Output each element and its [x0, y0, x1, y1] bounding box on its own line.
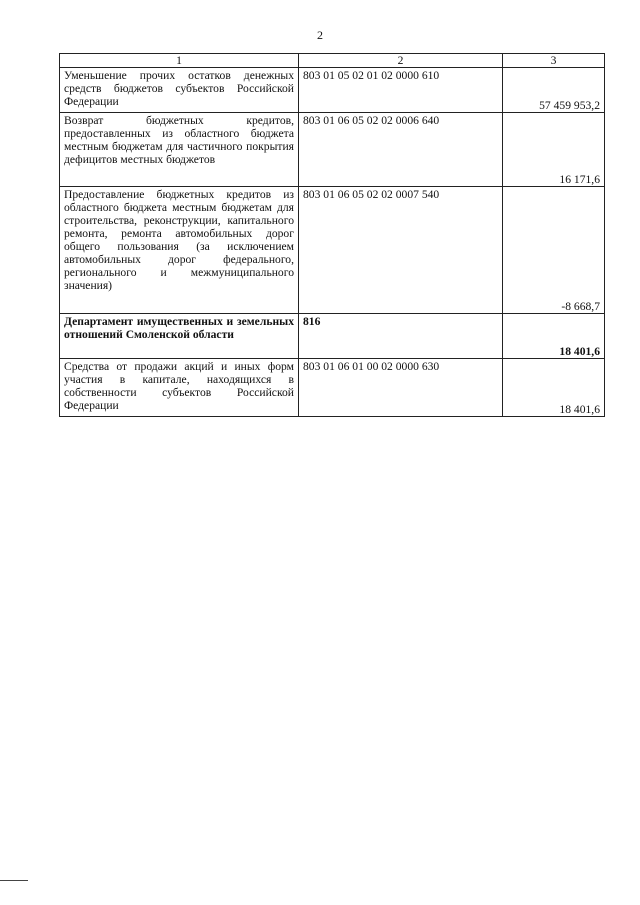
column-header-2: 2 [299, 54, 503, 68]
table-row [60, 359, 605, 417]
row-name: Возврат бюджетных кредитов, предоставленных из областного бюджета местным бюджетам для частичного покрытия дефицитов местных бюджетов [60, 113, 299, 187]
budget-sources-table [59, 53, 605, 417]
row-amount: 18 401,6 [503, 359, 605, 417]
table-header-row [60, 54, 605, 68]
row-amount: 57 459 953,2 [503, 68, 605, 113]
row-name: Средства от продажи акций и иных форм участия в капитале, находящихся в собственности субъектов Российской Федерации [60, 359, 299, 417]
column-header-3: 3 [503, 54, 605, 68]
row-name: Уменьшение прочих остатков денежных средств бюджетов субъектов Российской Федерации [60, 68, 299, 113]
row-code: 803 01 06 05 02 02 0007 540 [299, 187, 503, 314]
row-name: Предоставление бюджетных кредитов из областного бюджета местным бюджетам для строительства, реконструкции, капитального ремонта, ремонта автомобильных дорог общего пользования (за исключением автомобильных дорог федерального, регионального и межмуниципального значения) [60, 187, 299, 314]
page-number: 2 [317, 28, 323, 42]
column-header-1: 1 [60, 54, 299, 68]
scan-edge-line [0, 880, 28, 881]
row-code: 803 01 06 01 00 02 0000 630 [299, 359, 503, 417]
row-code: 816 [299, 314, 503, 359]
row-code: 803 01 05 02 01 02 0000 610 [299, 68, 503, 113]
table-row [60, 187, 605, 314]
table-row [60, 113, 605, 187]
row-amount: -8 668,7 [503, 187, 605, 314]
row-amount: 18 401,6 [503, 314, 605, 359]
row-code: 803 01 06 05 02 02 0006 640 [299, 113, 503, 187]
row-name: Департамент имущественных и земельных отношений Смоленской области [60, 314, 299, 359]
row-amount: 16 171,6 [503, 113, 605, 187]
table-row-department [60, 314, 605, 359]
table-row [60, 68, 605, 113]
